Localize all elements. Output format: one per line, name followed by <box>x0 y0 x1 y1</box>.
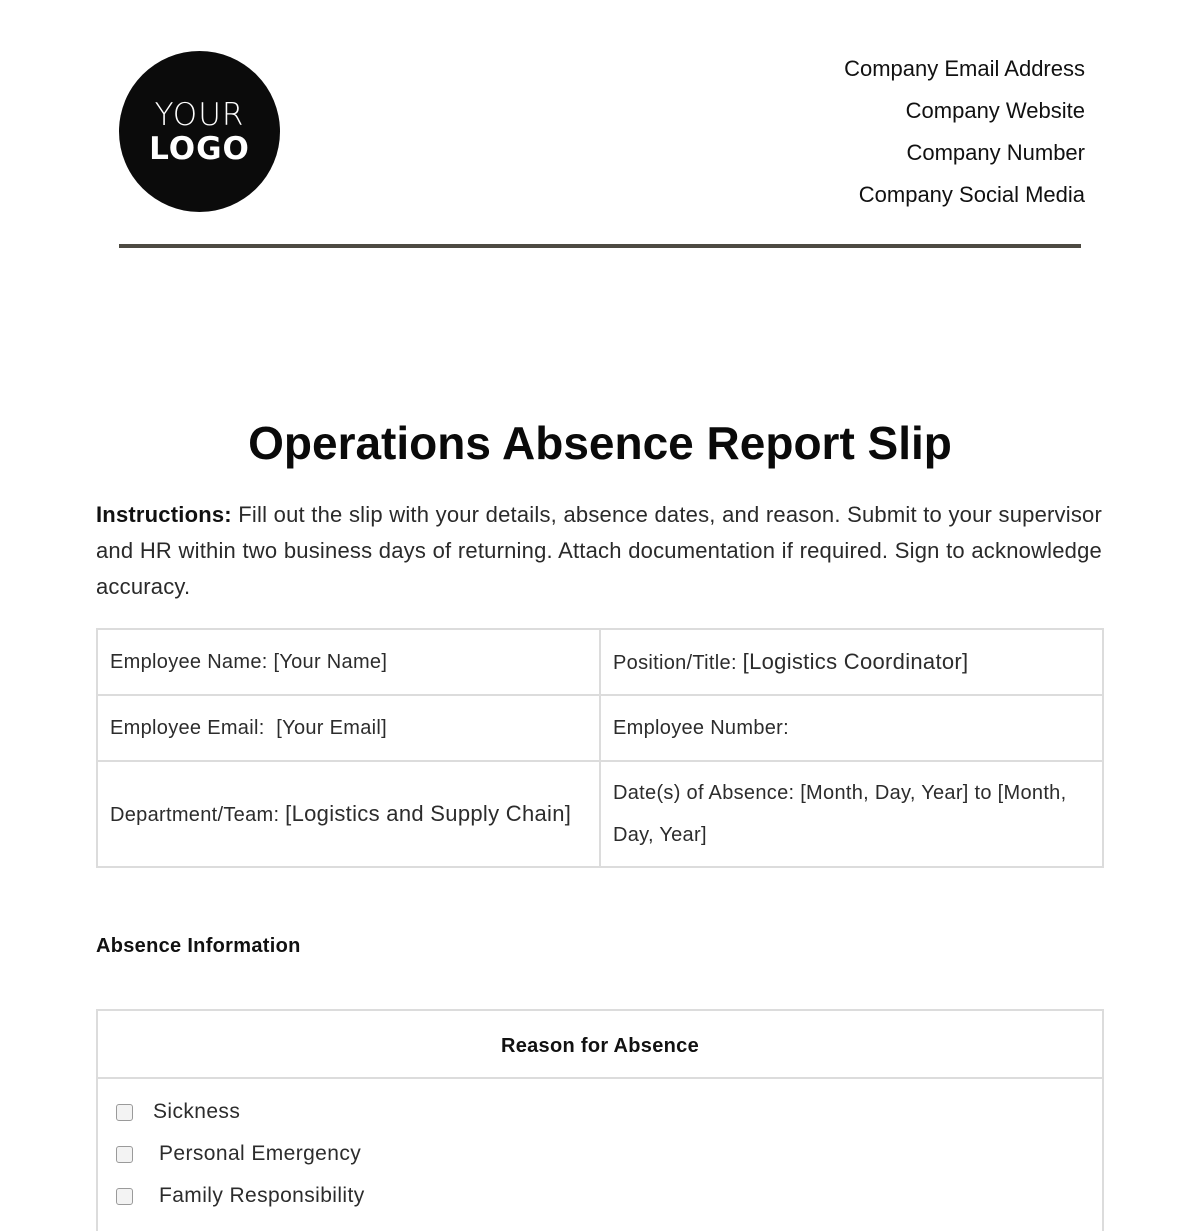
department-label: Department/Team: <box>110 803 286 826</box>
position-value: [Logistics Coordinator] <box>742 649 969 674</box>
employee-email-cell[interactable] <box>97 695 600 761</box>
sickness-label: Sickness <box>153 1100 241 1123</box>
instructions-text: Fill out the slip with your details, absence dates, and reason. Submit to your supervisor and HR within two business days of returning. Attach documentation if required. Sign to acknowledge accuracy. <box>96 502 1102 599</box>
reason-table-header: Reason for Absence <box>98 1011 1102 1079</box>
employee-number-cell[interactable] <box>600 695 1103 761</box>
document-title: Operations Absence Report Slip <box>248 417 952 469</box>
document-header <box>0 0 1200 260</box>
header-divider <box>119 244 1081 248</box>
employee-name-cell[interactable] <box>97 629 600 695</box>
company-website: Company Website <box>905 98 1085 123</box>
absence-dates-value: [Month, Day, Year] to [Month, Day, Year] <box>613 782 1067 846</box>
department-cell[interactable] <box>97 761 600 867</box>
absence-dates-cell[interactable] <box>600 761 1103 867</box>
company-number: Company Number <box>906 140 1085 165</box>
logo-line-1: YOUR <box>154 97 245 133</box>
employee-name-label: Employee Name: <box>110 650 274 673</box>
sickness-checkbox[interactable] <box>116 1104 133 1121</box>
table-row <box>97 695 1103 761</box>
personal-emergency-checkbox[interactable] <box>116 1146 133 1163</box>
employee-name-value: [Your Name] <box>273 650 388 673</box>
family-responsibility-checkbox[interactable] <box>116 1188 133 1205</box>
table-row <box>97 629 1103 695</box>
family-responsibility-label: Family Responsibility <box>159 1184 365 1207</box>
table-row <box>97 761 1103 867</box>
absence-dates-label: Date(s) of Absence: <box>613 782 801 804</box>
employee-email-label: Employee Email: <box>110 716 277 739</box>
position-cell[interactable] <box>600 629 1103 695</box>
personal-emergency-label: Personal Emergency <box>159 1142 362 1165</box>
employee-number-label: Employee Number: <box>613 716 789 739</box>
logo-line-2: LOGO <box>149 131 250 167</box>
department-value: [Logistics and Supply Chain] <box>285 800 572 826</box>
position-label: Position/Title: <box>613 652 743 674</box>
company-logo <box>119 51 280 212</box>
company-contact-block <box>844 54 1085 222</box>
employee-email-value: [Your Email] <box>276 716 387 739</box>
instructions-label: Instructions: <box>96 502 232 527</box>
reason-for-absence-table <box>96 1009 1104 1231</box>
company-email: Company Email Address <box>844 56 1085 81</box>
company-social-media: Company Social Media <box>858 182 1085 207</box>
employee-info-table <box>96 628 1104 868</box>
absence-information-heading: Absence Information <box>96 935 301 957</box>
instructions-paragraph <box>96 497 1102 605</box>
